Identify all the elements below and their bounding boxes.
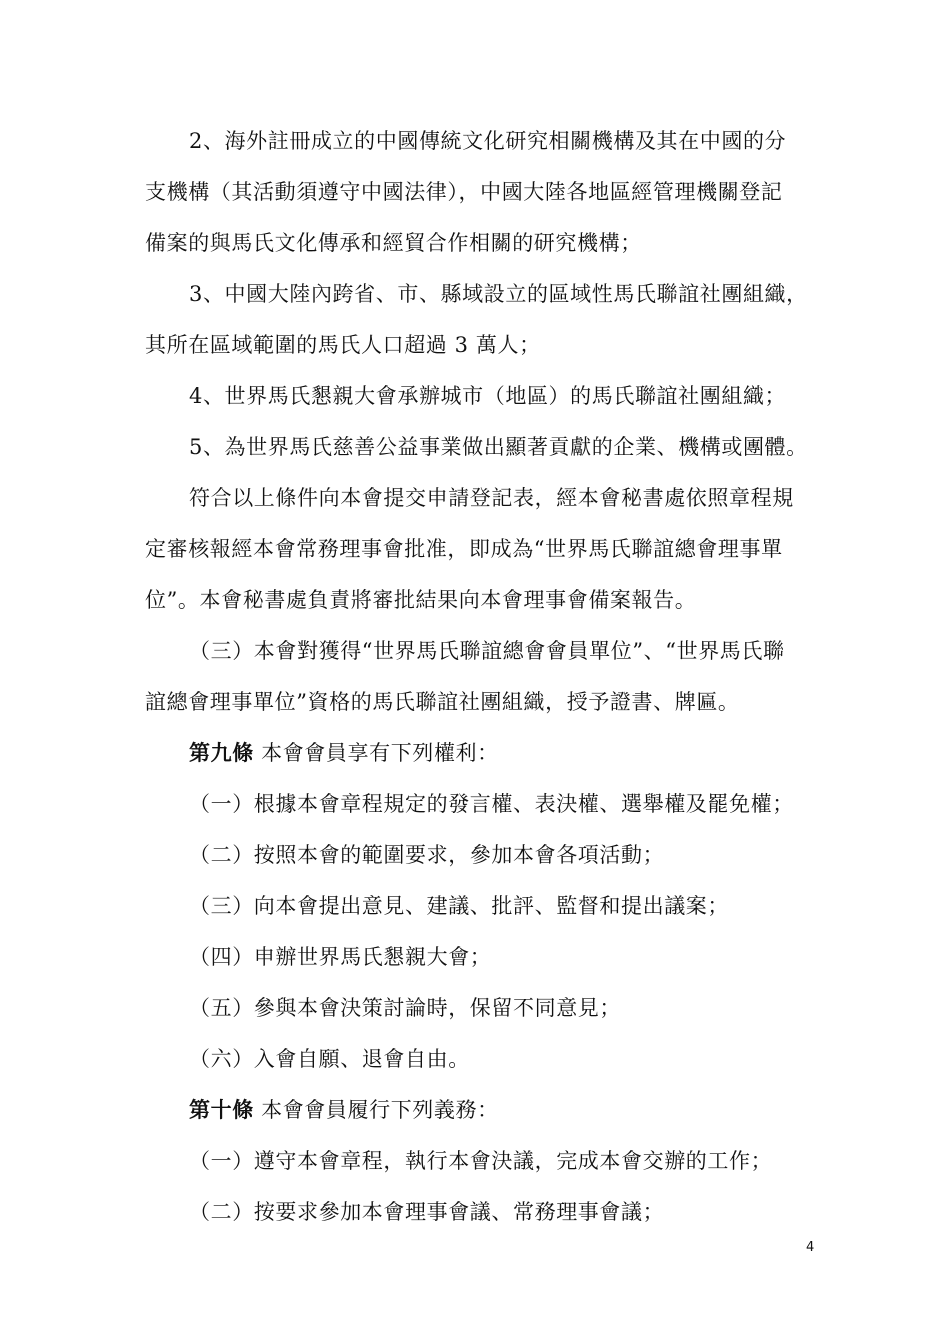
paragraph-line: （二）按照本會的範圍要求，參加本會各項活動； (189, 843, 665, 867)
paragraph-line: （六）入會自願、退會自由。 (189, 1047, 470, 1071)
paragraph-line: （一）根據本會章程規定的發言權、表決權、選舉權及罷免權； (189, 792, 794, 816)
paragraph-line: 符合以上條件向本會提交申請登記表，經本會秘書處依照章程規 (189, 486, 794, 510)
paragraph-line: 4、世界馬氏懇親大會承辦城市（地區）的馬氏聯誼社團組織； (189, 384, 787, 408)
paragraph-line: （三）向本會提出意見、建議、批評、監督和提出議案； (189, 894, 729, 918)
paragraph-line: 支機構（其活動須遵守中國法律），中國大陸各地區經管理機關登記 (145, 180, 783, 204)
paragraph-line: （四）申辦世界馬氏懇親大會； (189, 945, 492, 969)
article-9-text: 本會會員享有下列權利： (261, 741, 499, 765)
paragraph-line: （二）按要求參加本會理事會議、常務理事會議； (189, 1200, 665, 1224)
article-10-heading (189, 1095, 815, 1125)
paragraph-line: （一）遵守本會章程，執行本會決議，完成本會交辦的工作； (189, 1149, 773, 1173)
paragraph-line: 其所在區域範圍的馬氏人口超過 3 萬人； (145, 333, 541, 357)
paragraph-line: （五）參與本會決策討論時，保留不同意見； (189, 996, 621, 1020)
article-10-text: 本會會員履行下列義務： (261, 1098, 499, 1122)
paragraph-line: 定審核報經本會常務理事會批准，即成為“世界馬氏聯誼總會理事單 (145, 537, 783, 561)
paragraph-line: 5、為世界馬氏慈善公益事業做出顯著貢獻的企業、機構或團體。 (189, 435, 808, 459)
paragraph-line: 備案的與馬氏文化傳承和經貿合作相關的研究機構； (145, 231, 642, 255)
paragraph-line: 2、海外註冊成立的中國傳統文化研究相關機構及其在中國的分 (189, 129, 787, 153)
paragraph-line: 位”。本會秘書處負責將審批結果向本會理事會備案報告。 (145, 588, 697, 612)
paragraph-line: （三）本會對獲得“世界馬氏聯誼總會會員單位”、“世界馬氏聯 (189, 639, 785, 663)
article-9-heading (189, 738, 815, 768)
paragraph-line: 3、中國大陸內跨省、市、縣域設立的區域性馬氏聯誼社團組織， (189, 282, 808, 306)
page-number: 4 (806, 1240, 815, 1255)
article-9-title: 第九條 (189, 740, 254, 765)
article-10-title: 第十條 (189, 1097, 254, 1122)
paragraph-line: 誼總會理事單位”資格的馬氏聯誼社團組織，授予證書、牌匾。 (145, 690, 740, 714)
